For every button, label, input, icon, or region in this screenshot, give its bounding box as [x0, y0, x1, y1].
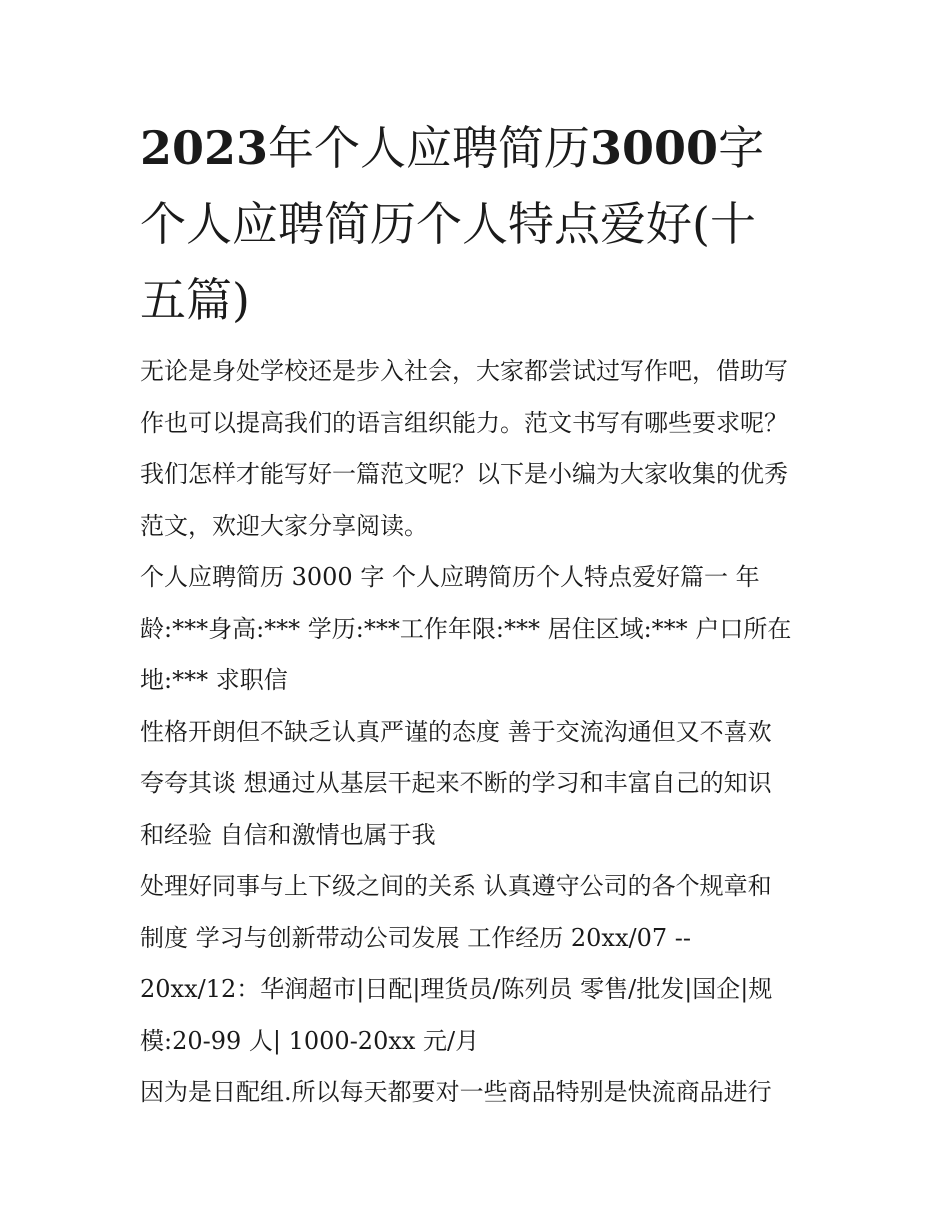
- paragraph-line: 地:*** 求职信: [140, 666, 288, 694]
- paragraph-intro: [140, 346, 820, 552]
- title-text-b: 字: [718, 121, 765, 175]
- paragraph-personal-info: [140, 552, 820, 707]
- paragraph-line: 模:20-99 人| 1000-20xx 元/月: [140, 1026, 480, 1055]
- title-text-a: 年个人应聘简历: [268, 121, 591, 175]
- document-page: [140, 110, 820, 1119]
- paragraph-line: 和经验 自信和激情也属于我: [140, 820, 436, 849]
- paragraph-line: 龄:***身高:*** 学历:***工作年限:*** 居住区域:*** 户口所在: [140, 614, 792, 643]
- paragraph-work-experience: [140, 861, 820, 1067]
- title-line-3: 五篇): [140, 273, 250, 327]
- paragraph-line: 无论是身处学校还是步入社会，大家都尝试过写作吧，借助写: [140, 357, 788, 385]
- paragraph-line: 夸夸其谈 想通过从基层干起来不断的学习和丰富自己的知识: [140, 769, 772, 797]
- paragraph-line: 处理好同事与上下级之间的关系 认真遵守公司的各个规章和: [140, 872, 772, 900]
- paragraph-line: 性格开朗但不缺乏认真严谨的态度 善于交流沟通但又不喜欢: [140, 717, 772, 746]
- title-year: 2023: [140, 121, 269, 175]
- paragraph-duties: [140, 1067, 820, 1119]
- title-line-1: [140, 110, 820, 186]
- paragraph-line: 因为是日配组.所以每天都要对一些商品特别是快流商品进行: [140, 1078, 772, 1106]
- paragraph-line: 制度 学习与创新带动公司发展 工作经历 20xx/07 --: [140, 923, 691, 952]
- paragraph-personality: [140, 707, 820, 862]
- paragraph-line: 20xx/12：华润超市|日配|理货员/陈列员 零售/批发|国企|规: [140, 975, 773, 1003]
- title-line-2: 个人应聘简历个人特点爱好(十: [140, 197, 756, 251]
- paragraph-line: 个人应聘简历 3000 字 个人应聘简历个人特点爱好篇一 年: [140, 563, 760, 591]
- paragraph-line: 我们怎样才能写好一篇范文呢？以下是小编为大家收集的优秀: [140, 460, 788, 488]
- paragraph-line: 作也可以提高我们的语言组织能力。范文书写有哪些要求呢？: [140, 408, 788, 437]
- document-title: [140, 110, 820, 338]
- title-number: 3000: [590, 121, 719, 175]
- paragraph-line: 范文，欢迎大家分享阅读。: [140, 511, 428, 540]
